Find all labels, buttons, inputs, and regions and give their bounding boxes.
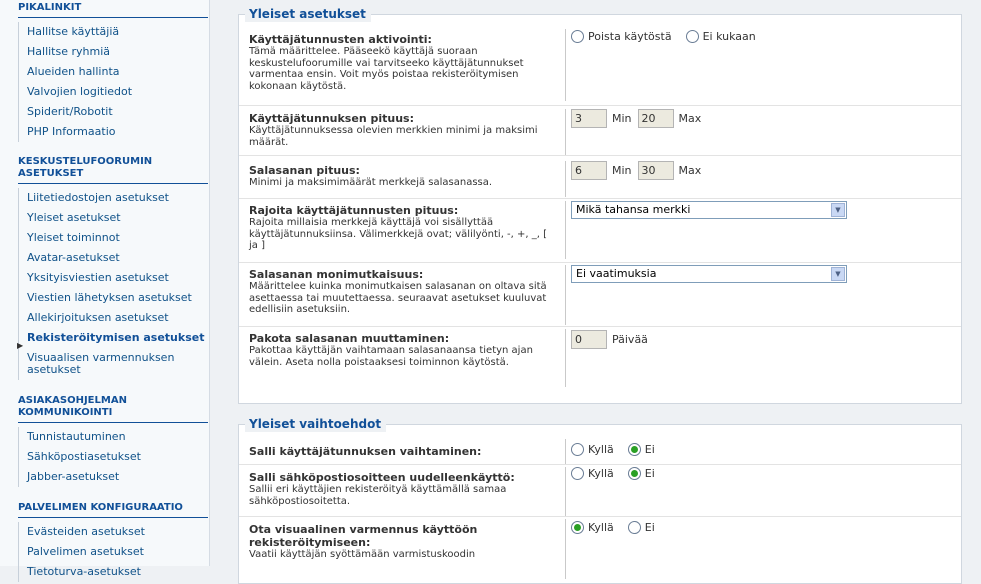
setting-restrict-username: [239, 201, 961, 259]
sidebar-section-title: PIKALINKIT: [18, 2, 208, 18]
sidebar-section-title: ASIAKASOHJELMAN KOMMUNIKOINTI: [18, 395, 208, 423]
radio-checked-icon: [628, 467, 641, 480]
sidebar-item-general-features[interactable]: Yleiset toiminnot: [27, 231, 120, 244]
active-arrow-icon: ▶: [17, 341, 24, 350]
activation-disable-radio[interactable]: Poista käytöstä: [571, 30, 672, 43]
activation-none-radio[interactable]: Ei kukaan: [686, 30, 756, 43]
setting-desc: Sallii eri käyttäjien rekisteröityä käyttämällä samaa sähköpostiosoitetta.: [249, 484, 507, 507]
setting-label: Salasanan monimutkaisuus:: [249, 268, 424, 281]
name-change-yes-radio[interactable]: Kyllä: [571, 443, 614, 456]
sidebar-item-signature[interactable]: Allekirjoituksen asetukset: [27, 311, 169, 324]
setting-desc: Käyttäjätunnuksessa olevien merkkien minimi ja maksimi määrät.: [249, 125, 538, 148]
setting-label: Salasanan pituus:: [249, 164, 360, 177]
setting-allow-email-reuse: [239, 467, 961, 517]
setting-username-length: Käyttäjätunnuksen pituus: Käyttäjätunnuksessa olevien merkkien minimi ja maksimi määrät. 3 Min 20 Max: [239, 109, 961, 155]
sidebar-item-bots[interactable]: Spiderit/Robotit: [27, 105, 113, 118]
radio-icon: [686, 30, 699, 43]
username-chars-select[interactable]: Mikä tahansa merkki ▼: [571, 201, 847, 219]
sidebar-item-email[interactable]: Sähköpostiasetukset: [27, 450, 141, 463]
general-settings-panel: [238, 7, 962, 404]
sidebar-item-php-info[interactable]: PHP Informaatio: [27, 125, 116, 138]
setting-label: Pakota salasanan muuttaminen:: [249, 332, 450, 345]
setting-desc: Minimi ja maksimimäärät merkkejä salasanassa.: [249, 177, 493, 188]
sidebar-item-visual-confirm[interactable]: Visuaalisen varmennuksen asetukset: [27, 351, 175, 376]
setting-label: Salli sähköpostiosoitteen uudelleenkäyttö:: [249, 471, 515, 484]
sidebar-item-jabber[interactable]: Jabber-asetukset: [27, 470, 120, 483]
setting-desc: Tämä määrittelee. Pääseekö käyttäjä suoraan keskustelufoorumille vai tarvitseeko käyttäjätunnukset varmentaa ensin. Voit myös poistaa rekisteröitymisen kokonaan käytöstä.: [249, 46, 524, 92]
radio-icon: [571, 30, 584, 43]
chevron-down-icon: ▼: [831, 267, 845, 281]
username-max-input[interactable]: 20: [638, 109, 674, 128]
sidebar-section-title: KESKUSTELUFOORUMIN ASETUKSET: [18, 156, 208, 184]
sidebar-item-forums[interactable]: Alueiden hallinta: [27, 65, 120, 78]
sidebar-section-title: PALVELIMEN KONFIGURAATIO: [18, 502, 208, 518]
general-options-panel: [238, 417, 962, 584]
setting-force-password-change: Pakota salasanan muuttaminen: Pakottaa käyttäjän vaihtamaan salasanaansa tietyn ajan välein. Aseta nolla poistaaksesi toiminnon käytöstä. 0 Päivää: [239, 329, 961, 387]
sidebar-item-server[interactable]: Palvelimen asetukset: [27, 545, 144, 558]
setting-allow-name-change: [239, 439, 961, 465]
visual-confirm-no-radio[interactable]: Ei: [628, 521, 655, 534]
panel-legend: Yleiset asetukset: [245, 6, 371, 22]
main-content: [210, 0, 981, 566]
setting-label: Käyttäjätunnusten aktivointi:: [249, 33, 432, 46]
setting-desc: Rajoita millaisia merkkejä käyttäjä voi sisällyttää käyttäjätunnuksiinsa. Välimerkkejä ovat; välilyönti, -, +, _, [ ja ]: [249, 217, 548, 251]
radio-icon: [628, 521, 641, 534]
sidebar-item-attachments[interactable]: Liitetiedostojen asetukset: [27, 191, 169, 204]
visual-confirm-yes-radio[interactable]: Kyllä: [571, 521, 614, 534]
panel-legend: Yleiset vaihtoehdot: [245, 416, 386, 432]
setting-activation: [239, 29, 961, 101]
sidebar-item-mod-logs[interactable]: Valvojien logitiedot: [27, 85, 133, 98]
setting-visual-confirm: [239, 519, 961, 579]
sidebar-item-registration[interactable]: ▶ Rekisteröitymisen asetukset: [17, 331, 205, 350]
password-max-input[interactable]: 30: [638, 161, 674, 180]
email-reuse-yes-radio[interactable]: Kyllä: [571, 467, 614, 480]
radio-icon: [571, 467, 584, 480]
sidebar-item-posting[interactable]: Viestien lähetyksen asetukset: [27, 291, 192, 304]
radio-icon: [571, 443, 584, 456]
password-min-input[interactable]: 6: [571, 161, 607, 180]
setting-label: Ota visuaalinen varmennus käyttöön rekisteröitymiseen:: [249, 523, 478, 549]
sidebar-item-cookies[interactable]: Evästeiden asetukset: [27, 525, 145, 538]
sidebar-item-avatar[interactable]: Avatar-asetukset: [27, 251, 120, 264]
setting-password-complexity: [239, 265, 961, 325]
sidebar-item-security[interactable]: Tietoturva-asetukset: [27, 565, 141, 578]
setting-desc: Pakottaa käyttäjän vaihtamaan salasanaansa tietyn ajan välein. Aseta nolla poistaaksesi toiminnon käytöstä.: [249, 345, 533, 368]
setting-label: Käyttäjätunnuksen pituus:: [249, 112, 414, 125]
setting-desc: Määrittelee kuinka monimutkaisen salasanan on oltava sitä asettaessa tai muutettaessa. seuraavat asetukset kuuluvat edellisiin asetuksiin.: [249, 281, 547, 315]
setting-desc: Vaatii käyttäjän syöttämään varmistuskoodin: [249, 549, 476, 560]
chevron-down-icon: ▼: [831, 203, 845, 217]
setting-label: Rajoita käyttäjätunnusten pituus:: [249, 204, 459, 217]
setting-label: Salli käyttäjätunnuksen vaihtaminen:: [249, 445, 482, 458]
username-min-input[interactable]: 3: [571, 109, 607, 128]
force-change-days-input[interactable]: 0: [571, 330, 607, 349]
sidebar-item-manage-users[interactable]: Hallitse käyttäjiä: [27, 25, 120, 38]
email-reuse-no-radio[interactable]: Ei: [628, 467, 655, 480]
sidebar-item-manage-groups[interactable]: Hallitse ryhmiä: [27, 45, 111, 58]
sidebar: [0, 0, 210, 578]
setting-password-length: Salasanan pituus: Minimi ja maksimimäärät merkkejä salasanassa. 6 Min 30 Max: [239, 161, 961, 197]
name-change-no-radio[interactable]: Ei: [628, 443, 655, 456]
password-complexity-select[interactable]: Ei vaatimuksia ▼: [571, 265, 847, 283]
sidebar-item-private-messages[interactable]: Yksityisviestien asetukset: [27, 271, 169, 284]
radio-checked-icon: [628, 443, 641, 456]
radio-checked-icon: [571, 521, 584, 534]
sidebar-item-general-settings[interactable]: Yleiset asetukset: [27, 211, 121, 224]
sidebar-item-authentication[interactable]: Tunnistautuminen: [27, 430, 126, 443]
